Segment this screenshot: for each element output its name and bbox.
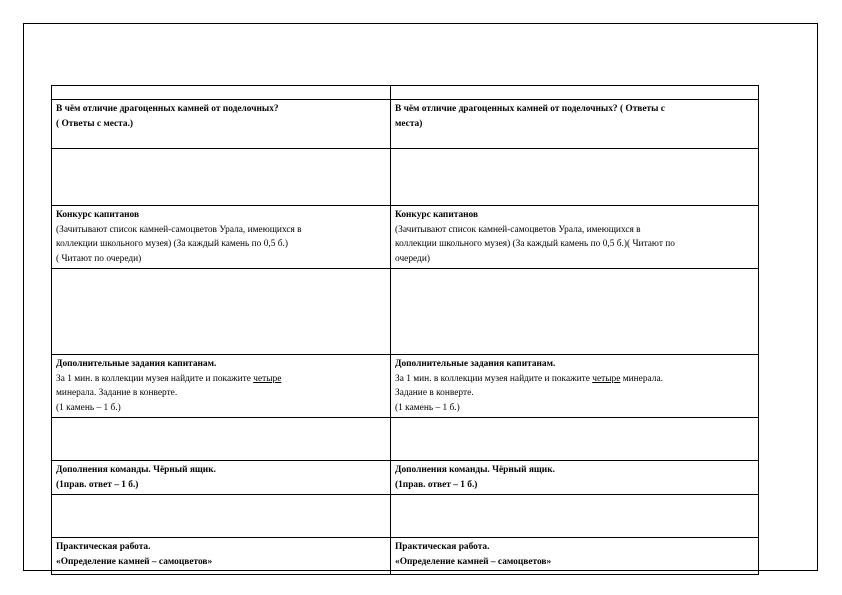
cell-text: очереди) (395, 253, 430, 264)
cell-line (56, 102, 386, 117)
left-cell (52, 149, 391, 206)
underlined-word: четыре (592, 373, 621, 384)
cell-line (395, 102, 754, 117)
table-row (52, 418, 759, 461)
cell-line (395, 372, 754, 387)
cell-text: (1прав. ответ – 1 б.) (395, 479, 478, 490)
left-cell (52, 538, 391, 575)
cell-text: За 1 мин. в коллекции музея найдите и покажите (56, 373, 251, 384)
cell-line (395, 540, 754, 555)
right-cell (391, 418, 759, 461)
cell-text: (1прав. ответ – 1 б.) (56, 479, 139, 490)
right-cell (391, 100, 759, 149)
left-cell (52, 206, 391, 269)
cell-text: Дополнительные задания капитанам. (56, 359, 217, 369)
cell-line (56, 540, 386, 555)
table-row (52, 461, 759, 495)
left-cell (52, 461, 391, 495)
table-row (52, 495, 759, 538)
cell-line (395, 555, 754, 570)
left-cell (52, 355, 391, 418)
left-cell (52, 495, 391, 538)
right-cell (391, 538, 759, 575)
cell-text: Конкурс капитанов (395, 210, 479, 220)
cell-line (56, 357, 386, 372)
left-cell (52, 86, 391, 100)
cell-line (56, 372, 386, 387)
cell-text-tail: минерала. (622, 373, 663, 384)
cell-text: (1 камень – 1 б.) (56, 402, 121, 413)
cell-text: (Зачитывают список камней-самоцветов Урала, имеющихся в (395, 224, 641, 235)
cell-text: Конкурс капитанов (56, 210, 140, 220)
cell-text: места) (395, 118, 423, 129)
right-cell (391, 149, 759, 206)
cell-text: коллекции школьного музея) (За каждый камень по 0,5 б.) (56, 239, 288, 249)
table-row (52, 86, 759, 100)
right-cell (391, 461, 759, 495)
cell-line (395, 463, 754, 478)
cell-line (395, 401, 754, 416)
cell-text: ( Ответы с места.) (56, 118, 134, 129)
cell-line (56, 223, 386, 238)
cell-line (395, 478, 754, 493)
cell-line (56, 252, 386, 267)
right-cell (391, 355, 759, 418)
cell-line (56, 555, 386, 570)
right-cell (391, 86, 759, 100)
cell-line (56, 463, 386, 478)
cell-text: (1 камень – 1 б.) (395, 402, 460, 413)
right-cell (391, 495, 759, 538)
table-row (52, 538, 759, 575)
cell-line (395, 252, 754, 267)
cell-text: Дополнительные задания капитанам. (395, 359, 556, 369)
underlined-word: четыре (253, 373, 282, 384)
cell-text: «Определение камней – самоцветов» (395, 556, 552, 567)
cell-line (56, 386, 386, 401)
cell-line (56, 117, 386, 132)
cell-text: Дополнения команды. Чёрный ящик. (56, 465, 216, 475)
table-row (52, 149, 759, 206)
right-cell (391, 206, 759, 269)
cell-text: Дополнения команды. Чёрный ящик. (395, 465, 555, 475)
cell-line (395, 223, 754, 238)
cell-text: В чём отличие драгоценных камней от поделочных? ( Ответы с (395, 104, 665, 114)
right-cell (391, 269, 759, 355)
cell-text: (Зачитывают список камней-самоцветов Урала, имеющихся в (56, 224, 302, 235)
left-cell (52, 269, 391, 355)
table-row (52, 100, 759, 149)
left-cell (52, 418, 391, 461)
cell-text: Практическая работа. (56, 542, 151, 552)
cell-text: минерала. Задание в конверте. (56, 388, 178, 398)
cell-line (395, 237, 754, 252)
cell-text: В чём отличие драгоценных камней от поделочных? (56, 104, 279, 114)
cell-text: ( Читают по очереди) (56, 253, 142, 264)
cell-text: За 1 мин. в коллекции музея найдите и покажите (395, 373, 590, 384)
cell-line (395, 386, 754, 401)
content-table (51, 85, 759, 575)
cell-line (56, 208, 386, 223)
cell-line (395, 208, 754, 223)
cell-line (395, 357, 754, 372)
cell-line (56, 401, 386, 416)
cell-line (56, 237, 386, 252)
left-cell (52, 100, 391, 149)
cell-text: Задание в конверте. (395, 388, 474, 398)
cell-line (56, 478, 386, 493)
table-row (52, 355, 759, 418)
cell-line (395, 117, 754, 132)
cell-text: «Определение камней – самоцветов» (56, 556, 213, 567)
table-row (52, 206, 759, 269)
cell-text: коллекции школьного музея) (За каждый камень по 0,5 б.)( Читают по (395, 239, 675, 249)
cell-text: Практическая работа. (395, 542, 490, 552)
table-row (52, 269, 759, 355)
